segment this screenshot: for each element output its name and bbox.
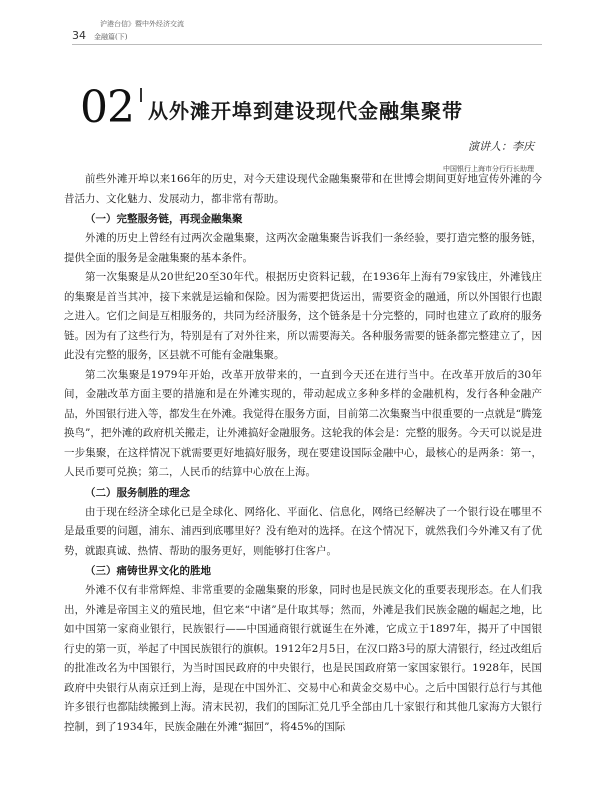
running-header	[72, 20, 184, 42]
speaker-info	[443, 138, 534, 174]
section1-paragraph-2: 第一次集聚是从20世纪20至30年代。根据历史资料记载，在1936年上海有79家钱庄，外滩钱庄的集聚是首当其冲，接下来就是运输和保险。因为需要把货运出，需要资金的融通，所以外国银行也跟之进入。它们之间是互相服务的，共同为经济服务，这个链条是十分完整的，同时也建立了政府的服务链。因为有了这些行为，特别是有了对外往来，所以需要海关。各种服务需要的链条都完整建立了，因此没有完整的服务，区县就不可能有金融集聚。	[64, 271, 542, 361]
speaker-name: 李庆	[512, 140, 534, 153]
book-series: 沪港台信》暨中外经济交流	[100, 20, 184, 28]
page-number: 34	[72, 29, 86, 42]
speaker-line	[443, 138, 534, 154]
chapter-number: 02	[80, 82, 134, 133]
section-heading-3: （三）痛铸世界文化的胜地	[85, 565, 211, 577]
section-heading-2: （二）服务制胜的理念	[85, 486, 190, 499]
header-divider	[72, 44, 542, 45]
intro-paragraph: 前些外滩开埠以来166年的历史，对今天建设现代金融集聚带和在世博会期间更好地宣传外滩的今昔活力、文化魅力、发展动力，都非常有帮助。	[64, 173, 542, 205]
article-body	[64, 170, 542, 737]
section1-paragraph-1: 外滩的历史上曾经有过两次金融集聚，这两次金融集聚告诉我们一条经验，要打造完整的服务链，提供全面的服务是金融集聚的基本条件。	[64, 232, 542, 264]
speaker-label: 演讲人：	[468, 140, 512, 153]
article-title: 从外滩开埠到建设现代金融集聚带	[148, 99, 463, 123]
section1-paragraph-3: 第二次集聚是1979年开始，改革开放带来的，一直到今天还在进行当中。在改革开放后的30年间，金融改革方面主要的措施和是在外滩实现的，带动起成立多种多样的金融机构，发行各种金融产品，外国银行进入等，都发生在外滩。我觉得在服务方面，目前第二次集聚当中很重要的一点就是“腾笼换鸟”，把外滩的政府机关搬走，让外滩搞好金融服务。这轮我的体会是：完整的服务。今天可以说是进一步集聚，在这样情况下就需要更好地搞好服务，现在要建设国际金融中心，最核心的是两条：第一，人民币要可兑换；第二，人民币的结算中心放在上海。	[64, 368, 542, 478]
title-divider	[140, 88, 142, 102]
section3-paragraph-1: 外滩不仅有非常辉煌、非常重要的金融集聚的形象，同时也是民族文化的重要表现形态。在人们我出，外滩是帝国主义的殖民地，但它来“中诸”是什取其辱；然而，外滩是我们民族金融的崛起之地，比如中国第一家商业银行，民族银行——中国通商银行就诞生在外滩，它成立于1897年，揭开了中国银行史的第一页，举起了中国民族银行的旗帜。1912年2月5日，在汉口路3号的原大清银行，经过改组后的批准改名为中国银行，为当时国民政府的中央银行，也是民国政府第一家国家银行。1928年，民国政府中央银行从南京迁到上海，是现在中国外汇、交易中心和黄金交易中心。之后中国银行总行与其他许多银行也都陆续搬到上海。清末民初，我们的国际汇兑几乎全部由几十家银行和其他几家海方大银行控制，到了1934年，民族金融在外滩“掘回”，将45%的国际	[64, 584, 542, 733]
speaker-organization: 中国银行上海市分行行长助理	[443, 165, 534, 173]
section-label: 金融篇(下)	[94, 33, 128, 41]
article-title-block	[80, 82, 463, 133]
section-heading-1: （一）完整服务链，再现金融集聚	[85, 213, 243, 225]
section2-paragraph-1: 由于现在经济全球化已是全球化、网络化、平面化、信息化，网络已经解决了一个银行设在哪里不是最重要的问题，浦东、浦西到底哪里好？没有绝对的选择。在这个情况下，就然我们今外滩又有了优势，就跟真诚、热情、帮助的服务更好，则能够打住客户。	[64, 505, 542, 557]
